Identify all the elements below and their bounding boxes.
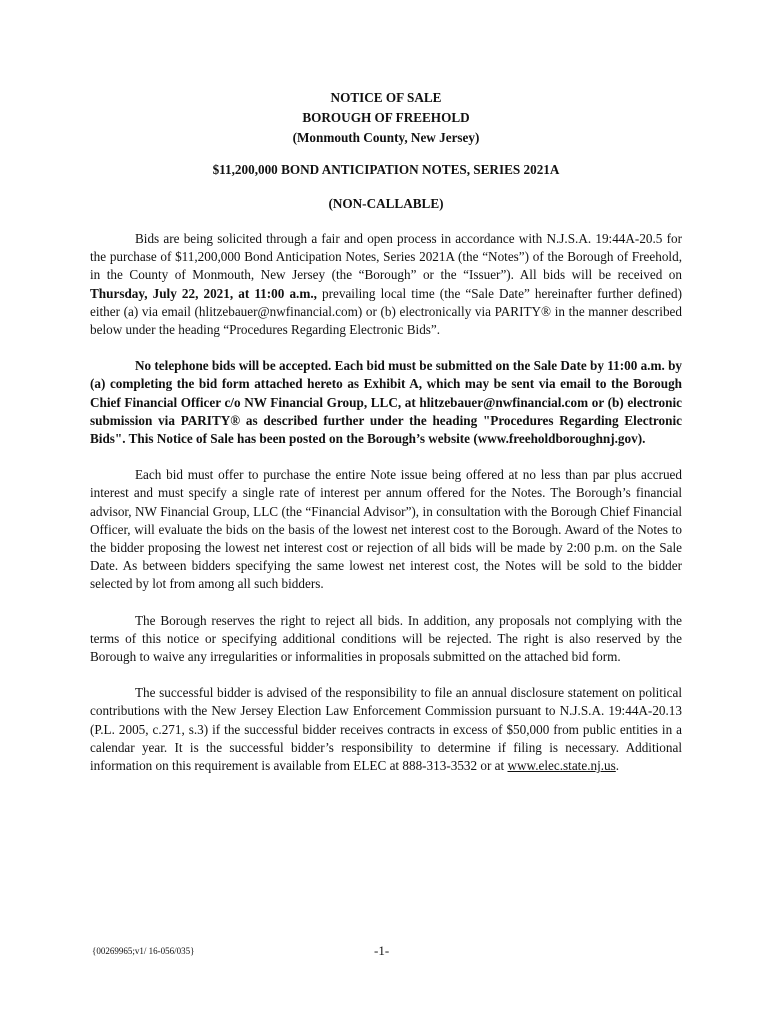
paragraph-rejection-rights: The Borough reserves the right to reject all bids. In addition, any proposals not complying with the terms of this notice or specifying additional conditions will be rejected. The right is also reserved by the Borough to waive any irregularities or informalities in proposals submitted on the attached bid form. (90, 612, 682, 665)
paragraph-bid-submission: No telephone bids will be accepted. Each bid must be submitted on the Sale Date by 11:00 a.m. by (a) completing the bid form attached hereto as Exhibit A, which may be sent via email to the Borough Chief Financial Officer c/o NW Financial Group, LLC, at hlitzebauer@nwfinancial.com or (b) electronic submission via PARITY® as described further under the heading "Procedures Regarding Electronic Bids". This Notice of Sale has been posted on the Borough’s website (www.freeholdboroughnj.gov). (90, 358, 682, 447)
p5-text: The successful bidder is advised of the responsibility to file an annual disclosure statement on political contributions with the New Jersey Election Law Enforcement Commission pursuant to N.J.S.A. 19:44A-20.13 (P.L. 2005, c.271, s.3) if the successful bidder receives contracts in excess of $50,000 from public entities in a calendar year. It is the successful bidder’s responsibility to determine if filing is necessary. Additional information on this requirement is available from ELEC at 888-313-3532 or at (90, 685, 682, 774)
p1-text-a: Bids are being solicited through a fair and open process in accordance with N.J.S.A. 19:44A-20.5 for the purchase of $11,200,000 Bond Anticipation Notes, Series 2021A (the “Notes”) of the Borough of Freehold, in the County of Monmouth, New Jersey (the “Borough” or the “Issuer”). All bids will be received on (90, 231, 682, 283)
paragraph-bid-solicitation (90, 230, 682, 339)
heading-line-1: NOTICE OF SALE (330, 90, 442, 105)
p1-sale-date: Thursday, July 22, 2021, at 11:00 a.m., (90, 285, 317, 301)
p5-end: . (615, 758, 620, 774)
heading-line-2: BOROUGH OF FREEHOLD (302, 110, 470, 125)
notice-heading (90, 88, 682, 148)
p1-text-b: prevailing local time (the “Sale Date” hereinafter further defined) either (a) via email (hlitzebauer@nwfinancial.com) or (b) electronically via PARITY® in the manner described below under the heading “Procedures Regarding Electronic Bids”. (90, 285, 682, 338)
elec-website-link[interactable]: www.elec.state.nj.us (507, 758, 616, 774)
document-body (90, 88, 682, 775)
paragraph-disclosure (90, 684, 682, 775)
document-id: {00269965;v1/ 16-056/035} (92, 946, 195, 956)
non-callable-label: (NON-CALLABLE) (328, 196, 444, 211)
heading-line-3: (Monmouth County, New Jersey) (292, 130, 480, 145)
page-number: -1- (374, 943, 390, 958)
paragraph-bid-evaluation: Each bid must offer to purchase the entire Note issue being offered at no less than par plus accrued interest and must specify a single rate of interest per annum offered for the Notes. The Borough’s financial advisor, NW Financial Group, LLC (the “Financial Advisor”), in consultation with the Borough Chief Financial Officer, will evaluate the bids on the basis of the lowest net interest cost to the Borough. Award of the Notes to the bidder proposing the lowest net interest cost or rejection of all bids will be made by 2:00 p.m. on the Sale Date. As between bidders specifying the same lowest net interest cost, the Notes will be sold to the bidder selected by lot from among all such bidders. (90, 467, 682, 592)
notes-title: $11,200,000 BOND ANTICIPATION NOTES, SERIES 2021A (212, 162, 560, 177)
